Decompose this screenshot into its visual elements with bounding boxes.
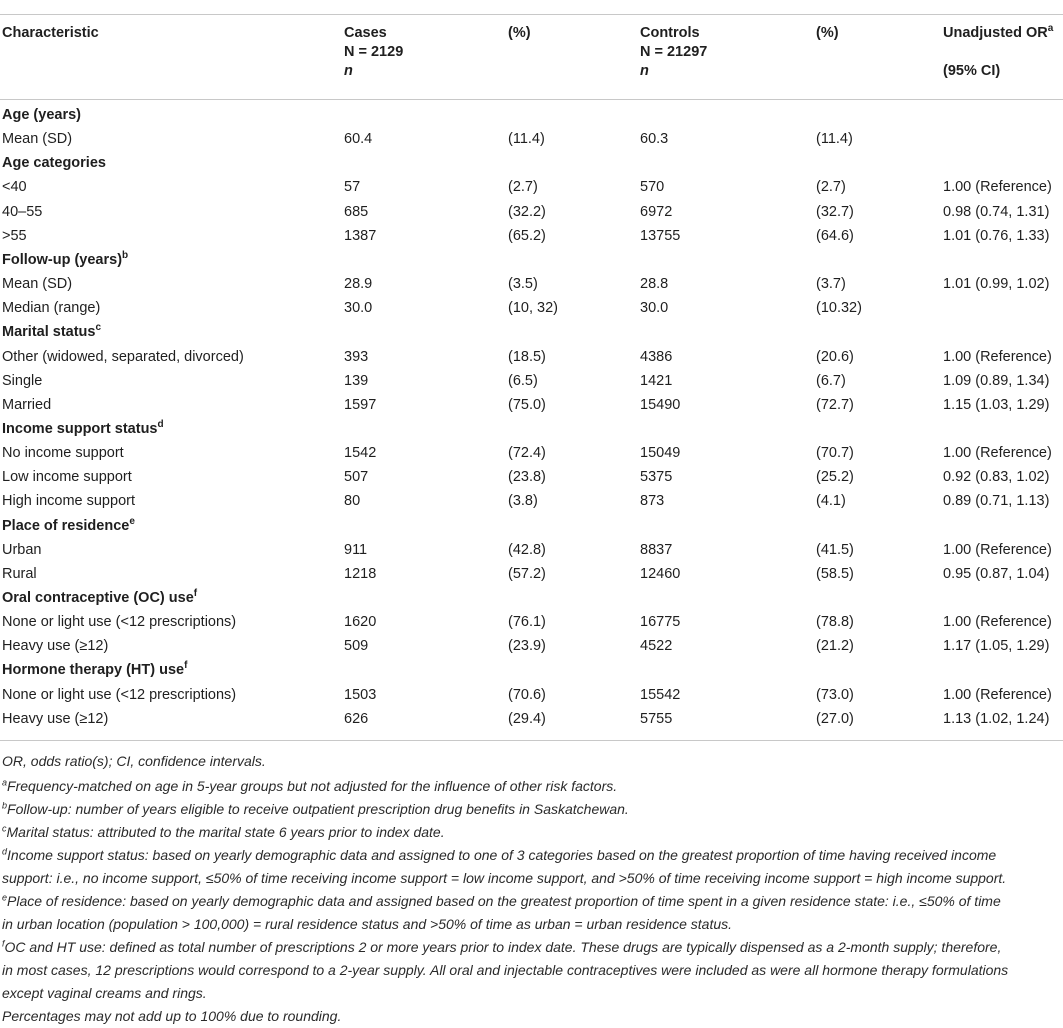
- cell-controls: 873: [640, 493, 665, 510]
- footnote-e: $^e$Place of residence: based on yearly demographic data and assigned based on the greatest proportion of time spent in a given residence state: i.e., ≤50% of time in urban location (population > 100,000) = rural residence status and >50% of time as urban = urban residence status.: [2, 892, 1001, 932]
- cell-cases: 1387: [344, 227, 377, 244]
- row-label: Single: [2, 372, 43, 389]
- section-label: Hormone therapy (HT) use$^f$: [2, 660, 188, 679]
- row-label: Heavy use (≥12): [2, 710, 109, 727]
- row-label: None or light use (<12 prescriptions): [2, 686, 237, 703]
- cell-cpct: (23.8): [508, 469, 546, 486]
- footnote-marker: f: [193, 588, 198, 600]
- row-label: High income support: [2, 493, 135, 510]
- row-label: Rural: [2, 565, 37, 582]
- cell-ctpct: (3.7): [816, 276, 846, 293]
- cell-or: 0.89 (0.71, 1.13): [943, 493, 1050, 510]
- cell-ctpct: (25.2): [816, 469, 854, 486]
- cell-cpct: (65.2): [508, 227, 546, 244]
- section-heading-row: [0, 659, 1063, 683]
- cell-controls: 8837: [640, 541, 673, 558]
- cell-cpct: (76.1): [508, 614, 546, 631]
- cell-cpct: (72.4): [508, 445, 546, 462]
- table-row: [0, 346, 1063, 370]
- cell-ctpct: (78.8): [816, 614, 854, 631]
- table-row: [0, 490, 1063, 514]
- cell-cpct: (10, 32): [508, 300, 558, 317]
- cell-controls: 60.3: [640, 131, 669, 148]
- table-row: [0, 128, 1063, 152]
- section-heading-row: [0, 104, 1063, 128]
- section-heading-row: [0, 249, 1063, 273]
- section-label: Age (years): [2, 107, 81, 123]
- section-heading-row: [0, 418, 1063, 442]
- table-row: [0, 394, 1063, 418]
- header-odds-ratio: Unadjusted $OR^a$ (95% CI): [943, 23, 1054, 79]
- cell-ctpct: (70.7): [816, 445, 854, 462]
- cell-or: 1.00 (Reference): [943, 445, 1052, 462]
- table-row: [0, 684, 1063, 708]
- table-row: [0, 370, 1063, 394]
- row-label: Low income support: [2, 469, 132, 486]
- section-label: Follow-up (years)$^b$: [2, 250, 129, 268]
- cell-cases: 57: [344, 179, 361, 196]
- table-row: [0, 297, 1063, 321]
- cell-ctpct: (72.7): [816, 396, 854, 413]
- section-label: Marital status$^c$: [2, 322, 102, 341]
- footnote-b: $^b$Follow-up: number of years eligible to receive outpatient prescription drug benefits in Saskatchewan.: [2, 800, 629, 817]
- cell-controls: 13755: [640, 227, 681, 244]
- section-label: Place of residence$^e$: [2, 515, 135, 534]
- table-row: [0, 442, 1063, 466]
- cell-controls: 4386: [640, 348, 673, 365]
- cell-or: 0.92 (0.83, 1.02): [943, 469, 1050, 486]
- cell-cases: 80: [344, 493, 361, 510]
- cell-ctpct: (41.5): [816, 541, 854, 558]
- cell-controls: 5755: [640, 710, 673, 727]
- footnote-f: $^f$OC and HT use: defined as total number of prescriptions 2 or more years prior to index date. These drugs are typically dispensed as a 2-month supply; therefore, in most cases, 12 prescriptions would correspond to a 2-year supply. All oral and injectable contraceptives were included as were all hormone therapy formulations except vaginal creams and rings.: [2, 938, 1009, 1001]
- cell-or: 0.95 (0.87, 1.04): [943, 565, 1050, 582]
- cell-cases: 28.9: [344, 276, 373, 293]
- cell-ctpct: (21.2): [816, 638, 854, 655]
- table-row: [0, 708, 1063, 732]
- cell-controls: 16775: [640, 614, 681, 631]
- footnote-c: $^c$Marital status: attributed to the marital state 6 years prior to index date.: [2, 823, 445, 840]
- footnote-abbreviations: OR, odds ratio(s); CI, confidence intervals.: [2, 753, 266, 769]
- cell-ctpct: (6.7): [816, 372, 846, 389]
- cell-controls: 15049: [640, 445, 681, 462]
- cell-controls: 15542: [640, 686, 681, 703]
- cell-cases: 393: [344, 348, 369, 365]
- row-label: Urban: [2, 541, 42, 558]
- section-heading-row: [0, 321, 1063, 345]
- cell-ctpct: (27.0): [816, 710, 854, 727]
- footnote-a: $^a$Frequency-matched on age in 5-year groups but not adjusted for the influence of other risk factors.: [2, 777, 618, 794]
- cell-ctpct: (20.6): [816, 348, 854, 365]
- section-label: Age categories: [2, 155, 106, 172]
- cell-ctpct: (11.4): [816, 131, 853, 148]
- cell-or: 1.01 (0.99, 1.02): [943, 276, 1050, 293]
- cell-cases: 626: [344, 710, 369, 727]
- row-label: 40–55: [2, 203, 43, 220]
- cell-cases: 1503: [344, 686, 377, 703]
- row-label: Median (range): [2, 300, 101, 317]
- row-label: >55: [2, 227, 27, 244]
- row-label: Mean (SD): [2, 276, 73, 293]
- footnote-rounding: Percentages may not add up to 100% due to rounding.: [2, 1008, 342, 1024]
- table-top-rule: [0, 14, 1063, 15]
- cell-ctpct: (73.0): [816, 686, 854, 703]
- cell-cpct: (3.8): [508, 493, 538, 510]
- table-row: [0, 539, 1063, 563]
- table-row: [0, 273, 1063, 297]
- cell-ctpct: (4.1): [816, 493, 846, 510]
- cell-ctpct: (10.32): [816, 300, 862, 317]
- cell-cases: 1218: [344, 565, 377, 582]
- footnote-marker: c: [95, 322, 102, 334]
- header-controls-n: N = 21297: [640, 44, 708, 60]
- cell-cpct: (6.5): [508, 372, 538, 389]
- table-row: [0, 176, 1063, 200]
- row-label: Mean (SD): [2, 131, 73, 148]
- row-label: Other (widowed, separated, divorced): [2, 348, 244, 365]
- header-characteristic: Characteristic: [2, 25, 99, 41]
- cell-cpct: (11.4): [508, 131, 545, 148]
- table-row: [0, 563, 1063, 587]
- cell-cases: 1542: [344, 445, 377, 462]
- footnote-marker: f: [184, 660, 188, 672]
- cell-cases: 1620: [344, 614, 377, 631]
- cell-cpct: (29.4): [508, 710, 546, 727]
- cell-controls: 15490: [640, 396, 681, 413]
- header-cases-n: N = 2129: [344, 44, 404, 60]
- table-footnotes: [2, 750, 1062, 1028]
- table-bottom-rule: [0, 740, 1063, 741]
- section-heading-row: [0, 152, 1063, 176]
- cell-or: 1.00 (Reference): [943, 686, 1052, 703]
- header-controls: Controls N = 21297 n: [640, 25, 708, 79]
- cell-or: 1.00 (Reference): [943, 541, 1052, 558]
- footnote-marker: e: [129, 515, 135, 527]
- cell-cpct: (42.8): [508, 541, 546, 558]
- cell-controls: 570: [640, 179, 665, 196]
- cell-cpct: (75.0): [508, 396, 546, 413]
- cell-cases: 30.0: [344, 300, 373, 317]
- cell-ctpct: (58.5): [816, 565, 854, 582]
- cell-or: 1.00 (Reference): [943, 179, 1052, 196]
- footnote-marker: b: [122, 250, 129, 262]
- row-label: Heavy use (≥12): [2, 638, 109, 655]
- cell-controls: 30.0: [640, 300, 669, 317]
- cell-cpct: (2.7): [508, 179, 538, 196]
- cell-cases: 60.4: [344, 131, 373, 148]
- cell-or: 1.15 (1.03, 1.29): [943, 396, 1050, 413]
- header-cases: Cases N = 2129 n: [344, 25, 404, 79]
- cell-or: 1.00 (Reference): [943, 614, 1052, 631]
- table-row: [0, 611, 1063, 635]
- cell-or: 1.17 (1.05, 1.29): [943, 638, 1050, 655]
- cell-controls: 4522: [640, 638, 673, 655]
- cell-cpct: (23.9): [508, 638, 546, 655]
- table-row: [0, 635, 1063, 659]
- cell-or: 1.13 (1.02, 1.24): [943, 710, 1050, 727]
- section-label: Income support status$^d$: [2, 419, 164, 437]
- section-label: Oral contraceptive (OC) use$^f$: [2, 588, 198, 606]
- header-rule: [0, 99, 1063, 100]
- cell-cpct: (18.5): [508, 348, 546, 365]
- header-cases-percent: (%): [508, 25, 531, 41]
- table-row: [0, 225, 1063, 249]
- cell-controls: 12460: [640, 565, 681, 582]
- cell-cpct: (70.6): [508, 686, 546, 703]
- section-heading-row: [0, 515, 1063, 539]
- cell-cases: 1597: [344, 396, 377, 413]
- cell-cpct: (3.5): [508, 276, 538, 293]
- footnote-marker: d: [157, 419, 164, 431]
- cell-ctpct: (2.7): [816, 179, 846, 196]
- cell-controls: 28.8: [640, 276, 669, 293]
- row-label: Married: [2, 396, 52, 413]
- cell-or: 1.09 (0.89, 1.34): [943, 372, 1050, 389]
- cell-or: 1.01 (0.76, 1.33): [943, 227, 1050, 244]
- cell-controls: 5375: [640, 469, 673, 486]
- cell-cases: 685: [344, 203, 369, 220]
- row-label: None or light use (<12 prescriptions): [2, 614, 237, 631]
- cell-cases: 507: [344, 469, 369, 486]
- section-heading-row: [0, 587, 1063, 611]
- cell-ctpct: (64.6): [816, 227, 854, 244]
- cell-cpct: (32.2): [508, 203, 546, 220]
- cell-controls: 1421: [640, 372, 673, 389]
- row-label: <40: [2, 179, 27, 196]
- cell-ctpct: (32.7): [816, 203, 854, 220]
- cell-cases: 509: [344, 638, 369, 655]
- cell-cases: 911: [344, 541, 368, 558]
- table-row: [0, 466, 1063, 490]
- cell-controls: 6972: [640, 203, 673, 220]
- cell-or: 0.98 (0.74, 1.31): [943, 203, 1050, 220]
- cell-cases: 139: [344, 372, 369, 389]
- cell-or: 1.00 (Reference): [943, 348, 1052, 365]
- header-controls-percent: (%): [816, 25, 839, 41]
- table-row: [0, 201, 1063, 225]
- row-label: No income support: [2, 445, 124, 462]
- cell-cpct: (57.2): [508, 565, 546, 582]
- footnote-d: $^d$Income support status: based on yearly demographic data and assigned to one of 3 categories based on the greatest proportion of time having received income support: i.e., no income support, ≤50% of time receiving income support = low income support, and >50% of time receiving income support = high income support.: [2, 846, 1007, 886]
